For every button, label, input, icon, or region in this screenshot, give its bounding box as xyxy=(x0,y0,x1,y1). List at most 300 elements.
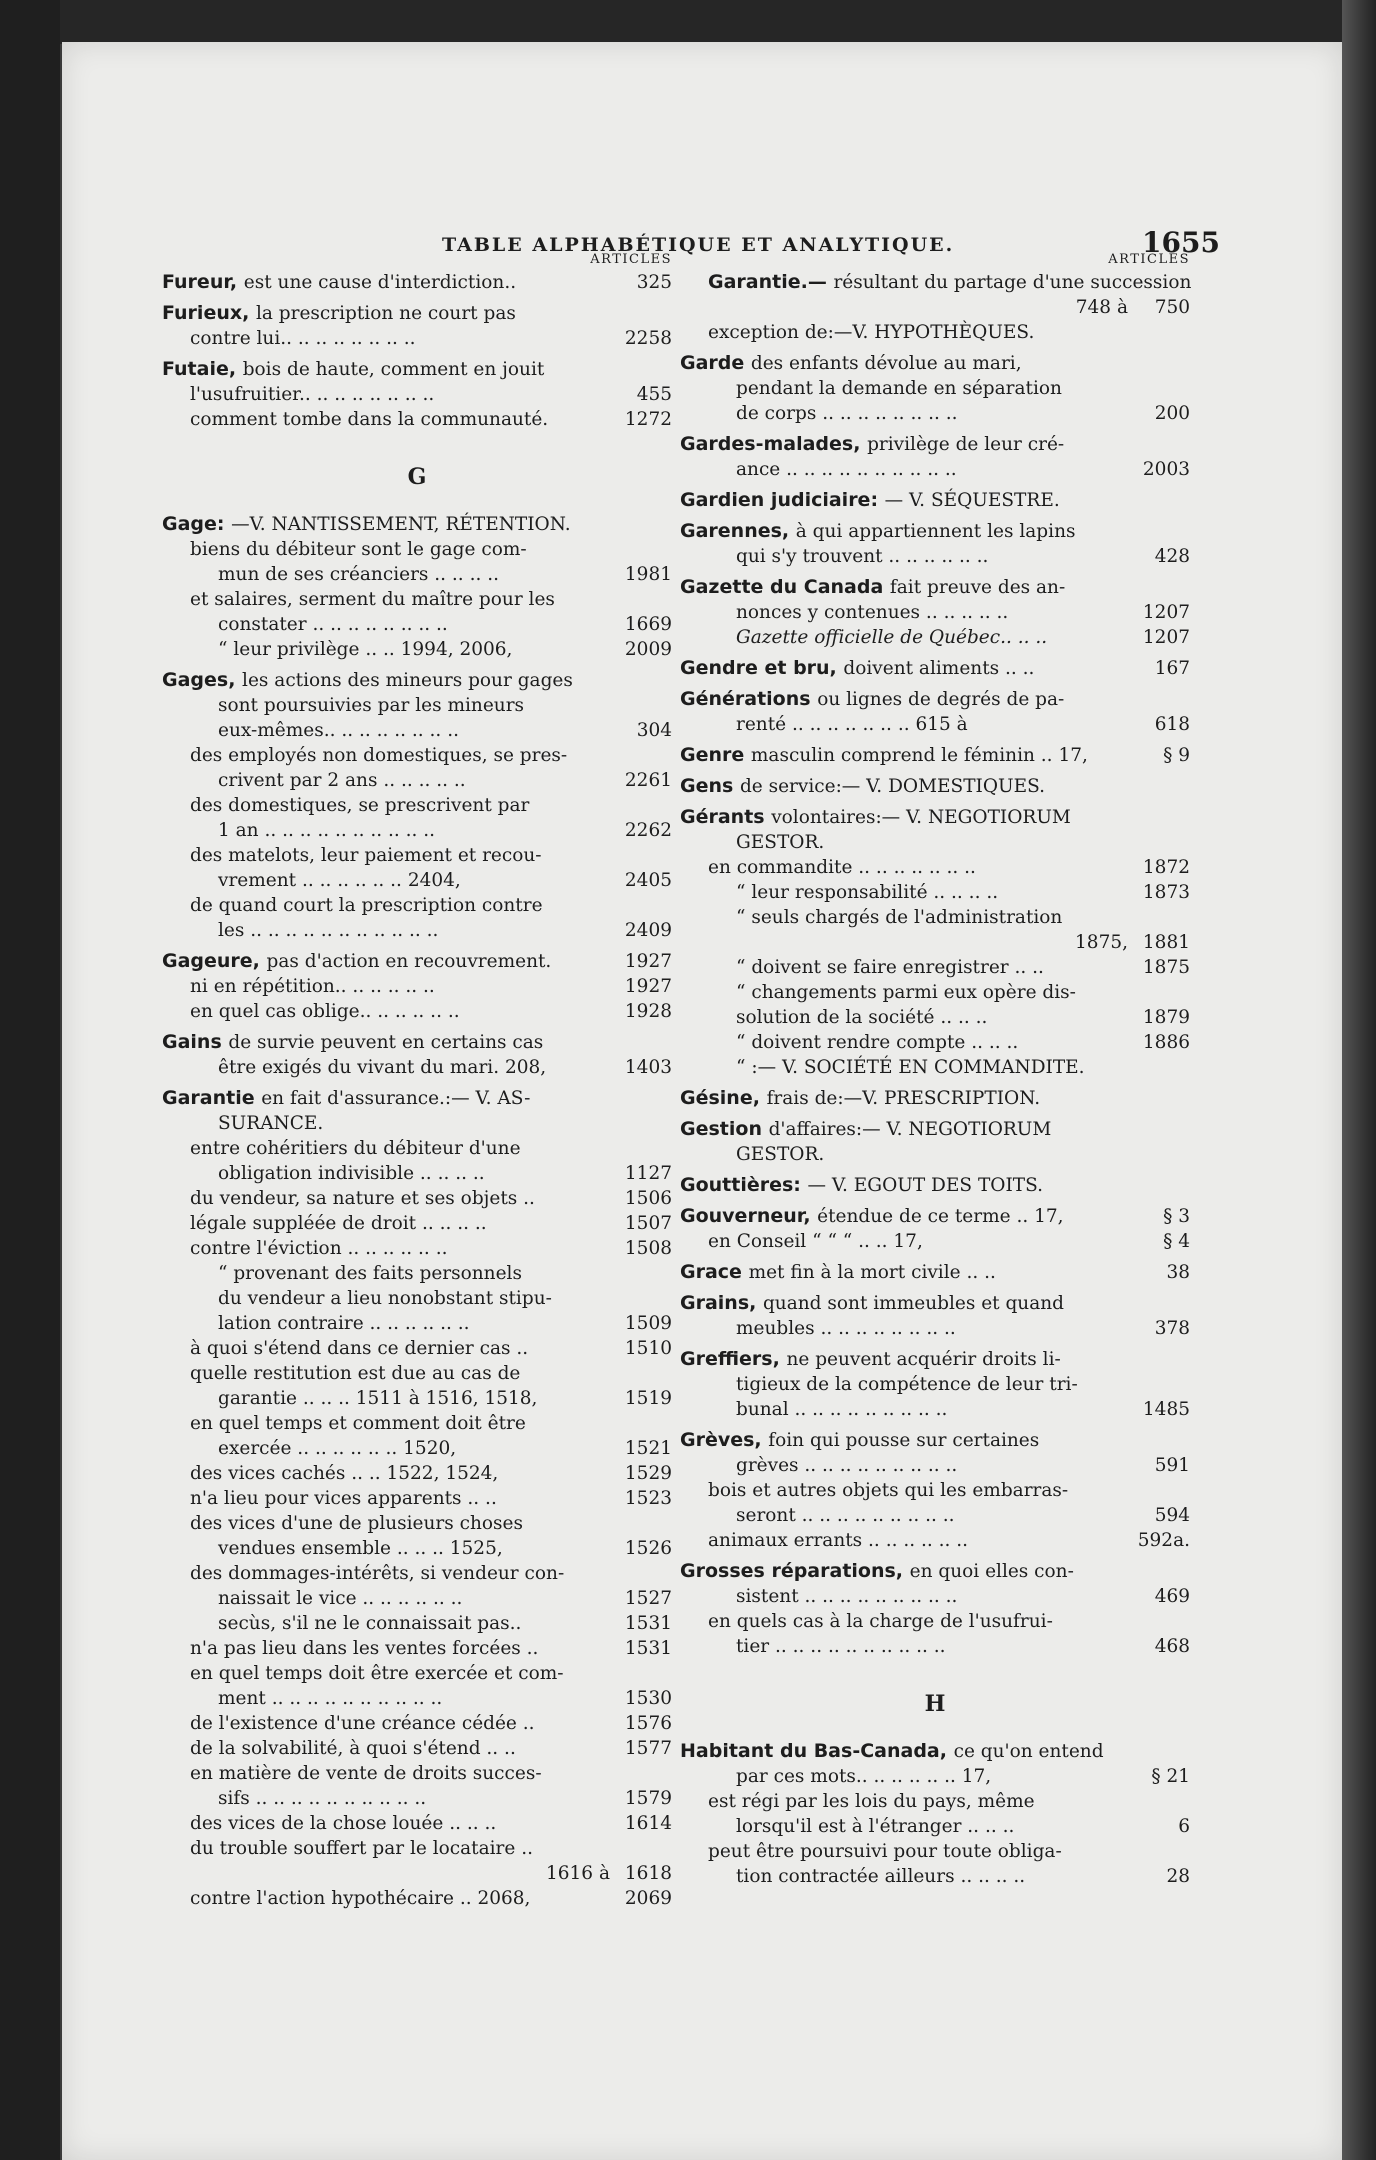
entry-text: des enfants dévolue au mari, xyxy=(750,353,1022,374)
entry-text: par ces mots.. .. .. .. .. .. 17, xyxy=(736,1766,992,1787)
entry-line xyxy=(162,407,672,432)
entry-line xyxy=(162,1686,672,1711)
entry-line xyxy=(680,544,1190,569)
entry-line xyxy=(162,718,672,743)
entry-text: les .. .. .. .. .. .. .. .. .. .. .. xyxy=(218,920,439,941)
entry-text: “ :— V. SOCIÉTÉ EN COMMANDITE. xyxy=(736,1057,1085,1078)
article-reference: 1618 xyxy=(624,1863,672,1884)
entry-text: en quoi elles con- xyxy=(909,1561,1074,1582)
entry-text: pendant la demande en séparation xyxy=(736,378,1062,399)
entry-text: en quels cas à la charge de l'usufrui- xyxy=(708,1611,1053,1632)
entry-text: 1875, xyxy=(1075,932,1128,953)
entry-line xyxy=(680,488,1190,513)
page-number: 1655 xyxy=(1142,226,1220,259)
entry-line xyxy=(162,1761,672,1786)
article-reference: 1507 xyxy=(624,1213,672,1234)
entry-line xyxy=(162,1186,672,1211)
entry-heading: Gazette du Canada xyxy=(680,576,890,598)
entry-text: biens du débiteur sont le gage com- xyxy=(190,539,527,560)
entry-line xyxy=(162,1411,672,1436)
index-entry xyxy=(680,1291,1190,1341)
index-entry xyxy=(680,1117,1190,1167)
entry-text: de corps .. .. .. .. .. .. .. .. xyxy=(736,403,958,424)
entry-line xyxy=(162,612,672,637)
index-entry xyxy=(162,270,672,295)
entry-line xyxy=(162,1461,672,1486)
entry-heading: Gésine, xyxy=(680,1087,767,1109)
article-reference: 1531 xyxy=(624,1638,672,1659)
entry-text: meubles .. .. .. .. .. .. .. .. xyxy=(736,1318,956,1339)
entry-line xyxy=(162,1311,672,1336)
article-reference: 1875 xyxy=(1142,957,1190,978)
entry-line xyxy=(162,587,672,612)
entry-heading: Grèves, xyxy=(680,1429,769,1451)
article-reference: § 21 xyxy=(1151,1766,1190,1787)
article-reference: 1577 xyxy=(624,1738,672,1759)
entry-line xyxy=(162,382,672,407)
entry-line xyxy=(162,668,672,693)
index-entry xyxy=(162,512,672,662)
entry-line xyxy=(162,1336,672,1361)
article-reference: 1928 xyxy=(624,1001,672,1022)
entry-line xyxy=(680,1814,1190,1839)
entry-text: “ provenant des faits personnels xyxy=(218,1263,522,1284)
index-entry xyxy=(680,270,1190,345)
entry-text: des vices d'une de plusieurs choses xyxy=(190,1513,523,1534)
entry-line xyxy=(162,1486,672,1511)
article-reference: 468 xyxy=(1154,1636,1190,1657)
article-reference: § 9 xyxy=(1163,745,1190,766)
entry-line xyxy=(680,980,1190,1005)
entry-text: en matière de vente de droits succes- xyxy=(190,1763,542,1784)
entry-line xyxy=(162,918,672,943)
article-reference: 2405 xyxy=(624,870,672,891)
entry-text: “ doivent se faire enregistrer .. .. xyxy=(736,957,1044,978)
article-reference: 1485 xyxy=(1142,1399,1190,1420)
entry-text: obligation indivisible .. .. .. .. xyxy=(218,1163,485,1184)
entry-text: constater .. .. .. .. .. .. .. .. xyxy=(218,614,448,635)
entry-line xyxy=(162,1536,672,1561)
entry-heading: Gardes-malades, xyxy=(680,433,868,455)
entry-text: met fin à la mort civile .. .. xyxy=(748,1262,996,1283)
running-title: TABLE ALPHABÉTIQUE ET ANALYTIQUE. xyxy=(442,234,955,256)
entry-heading: Gouttières: xyxy=(680,1174,808,1196)
page-header xyxy=(62,194,1342,259)
article-reference: 1530 xyxy=(624,1688,672,1709)
entry-text: résultant du partage d'une succession xyxy=(833,272,1192,293)
entry-gap xyxy=(162,432,672,438)
article-reference: § 4 xyxy=(1163,1231,1190,1252)
index-entry xyxy=(680,656,1190,681)
entry-line xyxy=(680,432,1190,457)
article-reference: 1207 xyxy=(1142,602,1190,623)
entry-line xyxy=(162,1636,672,1661)
article-reference: 1527 xyxy=(624,1588,672,1609)
entry-text: tigieux de la compétence de leur tri- xyxy=(736,1374,1078,1395)
entry-line xyxy=(162,562,672,587)
entry-line xyxy=(162,1661,672,1686)
index-entry xyxy=(680,743,1190,768)
entry-text: des dommages-intérêts, si vendeur con- xyxy=(190,1563,565,1584)
entry-gap xyxy=(680,1659,1190,1665)
entry-line xyxy=(680,687,1190,712)
index-entry xyxy=(162,1086,672,1911)
entry-line xyxy=(162,1086,672,1111)
entry-line xyxy=(680,830,1190,855)
entry-line xyxy=(680,376,1190,401)
entry-heading: Grains, xyxy=(680,1292,763,1314)
entry-text: en quel temps et comment doit être xyxy=(190,1413,526,1434)
entry-text: du vendeur, sa nature et ses objets .. xyxy=(190,1188,535,1209)
entry-line xyxy=(162,1055,672,1080)
article-reference: 6 xyxy=(1178,1816,1190,1837)
entry-text: “ doivent rendre compte .. .. .. xyxy=(736,1032,1019,1053)
entry-text: fait preuve des an- xyxy=(889,577,1066,598)
article-reference: 1529 xyxy=(624,1463,672,1484)
entry-line xyxy=(680,1739,1190,1764)
entry-text: peut être poursuivi pour toute obliga- xyxy=(708,1841,1062,1862)
index-entry xyxy=(162,949,672,1024)
entry-line xyxy=(680,1764,1190,1789)
entry-text: — V. SÉQUESTRE. xyxy=(884,490,1060,511)
entry-text: lation contraire .. .. .. .. .. .. xyxy=(218,1313,470,1334)
entry-line xyxy=(162,1861,672,1886)
entry-text: seront .. .. .. .. .. .. .. .. .. xyxy=(736,1505,955,1526)
entry-text: nonces y contenues .. .. .. .. .. xyxy=(736,602,1009,623)
entry-heading: Fureur, xyxy=(162,271,244,293)
entry-line xyxy=(162,1811,672,1836)
right-column xyxy=(680,252,1190,1895)
entry-text: entre cohéritiers du débiteur d'une xyxy=(190,1138,521,1159)
entry-text: quelle restitution est due au cas de xyxy=(190,1363,521,1384)
entry-text: en fait d'assurance.:— V. AS- xyxy=(261,1088,531,1109)
entry-line xyxy=(680,805,1190,830)
entry-text: tier .. .. .. .. .. .. .. .. .. .. xyxy=(736,1636,946,1657)
article-reference: 1872 xyxy=(1142,857,1190,878)
article-reference: 1981 xyxy=(624,564,672,585)
entry-line xyxy=(162,793,672,818)
article-reference: 1531 xyxy=(624,1613,672,1634)
entry-line xyxy=(680,270,1190,295)
article-reference: 1509 xyxy=(624,1313,672,1334)
entry-line xyxy=(162,1361,672,1386)
entry-line xyxy=(680,1142,1190,1167)
article-reference: 1519 xyxy=(624,1388,672,1409)
entry-text: sistent .. .. .. .. .. .. .. .. .. xyxy=(736,1586,958,1607)
entry-line xyxy=(680,1316,1190,1341)
entry-line xyxy=(680,1347,1190,1372)
entry-text: 1 an .. .. .. .. .. .. .. .. .. .. xyxy=(218,820,436,841)
entry-text: tion contractée ailleurs .. .. .. .. xyxy=(736,1866,1026,1887)
index-entry xyxy=(680,1173,1190,1198)
entry-heading: Grosses réparations, xyxy=(680,1560,910,1582)
entry-line xyxy=(162,357,672,382)
entry-line xyxy=(162,868,672,893)
entry-heading: Gardien judiciaire: xyxy=(680,489,885,511)
entry-text: des vices de la chose louée .. .. .. xyxy=(190,1813,497,1834)
article-reference: 1886 xyxy=(1142,1032,1190,1053)
entry-line xyxy=(680,955,1190,980)
entry-line xyxy=(680,575,1190,600)
entry-line xyxy=(162,1511,672,1536)
article-reference: 304 xyxy=(636,720,672,741)
entry-text: des domestiques, se prescrivent par xyxy=(190,795,530,816)
left-column xyxy=(162,252,672,1917)
article-reference: 455 xyxy=(636,384,672,405)
articles-label: ARTICLES xyxy=(590,252,672,267)
article-reference: 2009 xyxy=(624,639,672,660)
entry-line xyxy=(680,712,1190,737)
index-entry xyxy=(680,432,1190,482)
entry-line xyxy=(162,637,672,662)
article-reference: 592a. xyxy=(1137,1530,1190,1551)
book-fore-edge xyxy=(1342,0,1376,2160)
section-letter: G xyxy=(407,464,427,490)
article-reference: 1272 xyxy=(624,409,672,430)
entry-line xyxy=(680,1478,1190,1503)
entry-line xyxy=(680,401,1190,426)
entry-heading: Greffiers, xyxy=(680,1348,787,1370)
entry-line xyxy=(162,1136,672,1161)
entry-line xyxy=(680,905,1190,930)
entry-line xyxy=(680,1634,1190,1659)
entry-heading: Furieux, xyxy=(162,302,256,324)
index-entry xyxy=(680,519,1190,569)
article-reference: 1508 xyxy=(624,1238,672,1259)
entry-text: des matelots, leur paiement et recou- xyxy=(190,845,542,866)
entry-text: grèves .. .. .. .. .. .. .. .. .. xyxy=(736,1455,958,1476)
entry-text: du trouble souffert par le locataire .. xyxy=(190,1838,533,1859)
entry-text: bois de haute, comment en jouit xyxy=(242,359,545,380)
article-reference: 1521 xyxy=(624,1438,672,1459)
entry-line xyxy=(680,600,1190,625)
article-reference: 1579 xyxy=(624,1788,672,1809)
entry-text: de l'existence d'une créance cédée .. xyxy=(190,1713,535,1734)
entry-text: vendues ensemble .. .. .. 1525, xyxy=(218,1538,503,1559)
entry-text: être exigés du vivant du mari. 208, xyxy=(218,1057,547,1078)
entry-text: foin qui pousse sur certaines xyxy=(768,1430,1040,1451)
entry-heading: Gestion xyxy=(680,1118,769,1140)
entry-text: volontaires:— V. NEGOTIORUM xyxy=(771,807,1071,828)
entry-text: n'a lieu pour vices apparents .. .. xyxy=(190,1488,497,1509)
entry-line xyxy=(680,1789,1190,1814)
article-reference: 1207 xyxy=(1142,627,1190,648)
entry-text: exception de:—V. HYPOTHÈQUES. xyxy=(708,322,1035,343)
entry-text: GESTOR. xyxy=(736,1144,825,1165)
article-reference: 2258 xyxy=(624,328,672,349)
index-entry xyxy=(680,1739,1190,1889)
entry-heading: Grace xyxy=(680,1261,749,1283)
entry-text: en quel temps doit être exercée et com- xyxy=(190,1663,564,1684)
entry-text: “ leur privilège .. .. 1994, 2006, xyxy=(218,639,513,660)
entry-heading: Gens xyxy=(680,775,740,797)
entry-line xyxy=(680,1030,1190,1055)
entry-text: des vices cachés .. .. 1522, 1524, xyxy=(190,1463,499,1484)
entry-line xyxy=(680,1584,1190,1609)
entry-text: contre l'action hypothécaire .. 2068, xyxy=(190,1888,531,1909)
entry-text: d'affaires:— V. NEGOTIORUM xyxy=(768,1119,1052,1140)
entry-text: de la solvabilité, à quoi s'étend .. .. xyxy=(190,1738,516,1759)
entry-line xyxy=(162,1261,672,1286)
entry-text: crivent par 2 ans .. .. .. .. .. xyxy=(218,770,466,791)
entry-gap xyxy=(162,1911,672,1917)
entry-line xyxy=(162,843,672,868)
entry-text: est une cause d'interdiction.. xyxy=(243,272,517,293)
entry-text: pas d'action en recouvrement. xyxy=(266,951,552,972)
entry-line xyxy=(162,326,672,351)
entry-text: garantie .. .. .. 1511 à 1516, 1518, xyxy=(218,1388,538,1409)
entry-text: —V. NANTISSEMENT, RÉTENTION. xyxy=(231,514,571,535)
entry-line xyxy=(162,512,672,537)
index-entry xyxy=(162,1030,672,1080)
index-entry xyxy=(680,575,1190,650)
entry-text: en commandite .. .. .. .. .. .. .. xyxy=(708,857,976,878)
article-reference: 1523 xyxy=(624,1488,672,1509)
book-binding-edge xyxy=(0,0,60,2160)
article-reference: 1526 xyxy=(624,1538,672,1559)
entry-line xyxy=(680,457,1190,482)
article-reference: 591 xyxy=(1154,1455,1190,1476)
entry-text: privilège de leur cré- xyxy=(867,434,1065,455)
article-reference: 1576 xyxy=(624,1713,672,1734)
entry-text: comment tombe dans la communauté. xyxy=(190,409,549,430)
entry-text: et salaires, serment du maître pour les xyxy=(190,589,555,610)
scan-top-edge xyxy=(0,0,1376,44)
entry-text: secùs, s'il ne le connaissait pas.. xyxy=(218,1613,522,1634)
article-reference: 1506 xyxy=(624,1188,672,1209)
article-reference: 618 xyxy=(1154,714,1190,735)
article-reference: 428 xyxy=(1154,546,1190,567)
article-reference: 1614 xyxy=(624,1813,672,1834)
entry-text: en quel cas oblige.. .. .. .. .. .. xyxy=(190,1001,460,1022)
entry-line xyxy=(680,1204,1190,1229)
entry-text: animaux errants .. .. .. .. .. .. xyxy=(708,1530,969,1551)
entry-line xyxy=(680,1173,1190,1198)
article-reference: 594 xyxy=(1154,1505,1190,1526)
entry-text: ce qu'on entend xyxy=(953,1741,1104,1762)
entry-line xyxy=(162,1436,672,1461)
article-reference: 2003 xyxy=(1142,459,1190,480)
entry-line xyxy=(162,949,672,974)
article-reference: 1879 xyxy=(1142,1007,1190,1028)
entry-text: en Conseil “ “ “ .. .. 17, xyxy=(708,1231,923,1252)
entry-text: “ seuls chargés de l'administration xyxy=(736,907,1063,928)
entry-text: solution de la société .. .. .. xyxy=(736,1007,988,1028)
entry-text: ance .. .. .. .. .. .. .. .. .. .. xyxy=(736,459,957,480)
entry-line xyxy=(162,1161,672,1186)
entry-heading: Générations xyxy=(680,688,818,710)
entry-line xyxy=(680,1397,1190,1422)
article-reference: 1669 xyxy=(624,614,672,635)
article-reference: 1873 xyxy=(1142,882,1190,903)
entry-line xyxy=(680,1864,1190,1889)
entry-text: mun de ses créanciers .. .. .. .. xyxy=(218,564,499,585)
article-reference: 1510 xyxy=(624,1338,672,1359)
entry-heading: Futaie, xyxy=(162,358,243,380)
entry-line xyxy=(680,774,1190,799)
entry-line xyxy=(680,1839,1190,1864)
entry-line xyxy=(162,1030,672,1055)
article-reference: § 3 xyxy=(1163,1206,1190,1227)
entry-text: étendue de ce terme .. 17, xyxy=(817,1206,1064,1227)
index-entry xyxy=(680,1086,1190,1111)
entry-line xyxy=(162,1111,672,1136)
entry-text: de survie peuvent en certains cas xyxy=(228,1032,544,1053)
entry-line xyxy=(162,1211,672,1236)
entry-heading: Garantie.— xyxy=(708,271,834,293)
entry-text: SURANCE. xyxy=(218,1113,324,1134)
entry-text: du vendeur a lieu nonobstant stipu- xyxy=(218,1288,552,1309)
entry-line xyxy=(162,270,672,295)
entry-line xyxy=(162,537,672,562)
entry-line xyxy=(680,1453,1190,1478)
entry-line xyxy=(162,1236,672,1261)
entry-text: à quoi s'étend dans ce dernier cas .. xyxy=(190,1338,529,1359)
entry-heading: Gendre et bru, xyxy=(680,657,844,679)
index-entry xyxy=(680,687,1190,737)
entry-line xyxy=(680,1117,1190,1142)
entry-line xyxy=(680,880,1190,905)
entry-line xyxy=(680,320,1190,345)
entry-text: doivent aliments .. .. xyxy=(843,658,1035,679)
index-entry xyxy=(680,1260,1190,1285)
entry-line xyxy=(680,1086,1190,1111)
document-page xyxy=(62,42,1342,2160)
entry-line xyxy=(162,301,672,326)
entry-line xyxy=(162,768,672,793)
entry-text: vrement .. .. .. .. .. .. 2404, xyxy=(218,870,461,891)
article-reference: 1403 xyxy=(624,1057,672,1078)
entry-text: de quand court la prescription contre xyxy=(190,895,543,916)
entry-heading: Garde xyxy=(680,352,751,374)
index-entry xyxy=(680,351,1190,426)
entry-line xyxy=(162,1711,672,1736)
entry-text: “ changements parmi eux opère dis- xyxy=(736,982,1076,1003)
entry-line xyxy=(162,743,672,768)
entry-line xyxy=(162,893,672,918)
entry-text: naissait le vice .. .. .. .. .. .. xyxy=(218,1588,463,1609)
entry-line xyxy=(680,930,1190,955)
entry-text: — V. EGOUT DES TOITS. xyxy=(807,1175,1043,1196)
entry-text: lorsqu'il est à l'étranger .. .. .. xyxy=(736,1816,1015,1837)
index-entry xyxy=(680,488,1190,513)
entry-line xyxy=(680,295,1190,320)
articles-label-right: ARTICLES xyxy=(1108,252,1190,267)
section-letter: H xyxy=(924,1691,946,1717)
entry-heading: Gages, xyxy=(162,669,243,691)
entry-text: n'a pas lieu dans les ventes forcées .. xyxy=(190,1638,539,1659)
entry-line xyxy=(162,1886,672,1911)
entry-text: frais de:—V. PRESCRIPTION. xyxy=(766,1088,1041,1109)
entry-text: contre l'éviction .. .. .. .. .. .. xyxy=(190,1238,448,1259)
index-entry xyxy=(162,668,672,943)
index-entry xyxy=(680,1347,1190,1422)
entry-heading: Gouverneur, xyxy=(680,1205,818,1227)
entry-text: qui s'y trouvent .. .. .. .. .. .. xyxy=(736,546,989,567)
entry-heading: Gageure, xyxy=(162,950,267,972)
entry-line xyxy=(680,351,1190,376)
entry-line xyxy=(680,625,1190,650)
entry-line xyxy=(162,1611,672,1636)
article-reference: 38 xyxy=(1166,1262,1190,1283)
entry-text: de service:— V. DOMESTIQUES. xyxy=(739,776,1045,797)
entry-heading: Garantie xyxy=(162,1087,262,1109)
entry-line xyxy=(162,1561,672,1586)
entry-line xyxy=(162,974,672,999)
entry-line xyxy=(162,1786,672,1811)
entry-text: “ leur responsabilité .. .. .. .. xyxy=(736,882,999,903)
entry-line xyxy=(680,1005,1190,1030)
